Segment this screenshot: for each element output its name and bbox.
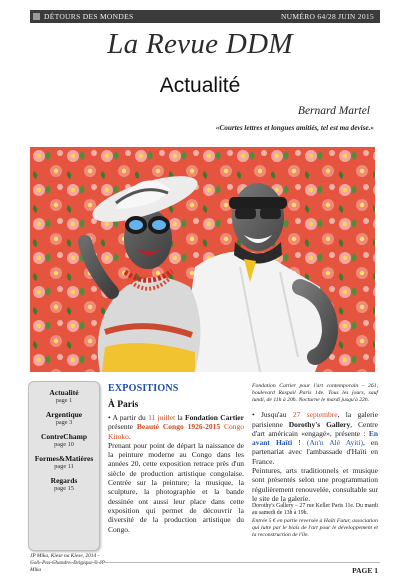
contents-item-label: Argentique	[45, 410, 83, 419]
contents-item-formes-matieres[interactable]	[29, 454, 99, 470]
footer-divider	[30, 562, 380, 563]
section-title: Actualité	[159, 74, 241, 97]
author-name: Bernard Martel	[297, 105, 370, 117]
contents-item-label: Formes&Matières	[34, 454, 94, 463]
article-column-2	[252, 383, 378, 539]
contents-item-label: ContreChamp	[40, 432, 88, 441]
contents-item-actualite[interactable]	[29, 388, 99, 404]
event-2-lead: • Jusqu'au 27 septembre, la galerie parisienne Dorothy's Gallery, Centre d'art américain «engagé», présente : En avant Haïti ! (An'n Alé Ayiti), en partenariat avec l'ambassade d'Haïti en France.	[252, 410, 378, 466]
event-1-subtitle: Congo Kitoko	[108, 422, 244, 441]
contents-item-page: page 3	[55, 419, 73, 426]
event-1-body: Prenant pour point de départ la naissance de la peinture moderne au Congo dans les années 20, cette exposition retrace près d'un siècle de production artistique congolaise. Centrée sur la peinture; la musique, la sculpture, la photographie et la bande dessinée ont aussi leur place dans cette exposition qui permet de découvrir la diversité de la production artistique du Congo.	[108, 440, 244, 534]
contents-sidebar	[28, 381, 100, 551]
event-2-body: Peintures, arts traditionnels et musique sont présentés selon une programmation régulièrement renouvelée, consultable sur le site de la galerie.	[252, 466, 378, 503]
magazine-title: La Revue DDM	[107, 28, 293, 60]
event-1-venue: Fondation Cartier	[185, 413, 244, 422]
event-1-info: Fondation Cartier pour l'art contemporain – 261, boulevard Raspail Paris 14e. Tous les jours, sauf lundi, de 11h à 20h. Nocturne le mardi jusqu'à 22h.	[252, 383, 378, 404]
page-number: PAGE 1	[352, 566, 378, 575]
artwork-photo	[30, 147, 375, 372]
event-1-exhibition: Beauté Congo 1926-2015	[136, 422, 221, 432]
contents-item-label: Regards	[50, 476, 78, 485]
contents-item-argentique[interactable]	[29, 410, 99, 426]
city-heading: À Paris	[108, 400, 139, 410]
event-2-address: Dorothy's Gallery – 27 rue Keller Paris 11e. Du mardi au samedi de 13h à 19h.	[252, 503, 378, 517]
event-2-exhibition: En avant Haïti	[252, 428, 378, 448]
event-1-lead: • A partir du 11 juillet la Fondation Cartier présente Beauté Congo 1926-2015 Congo Kitoko.	[108, 413, 244, 441]
contents-item-page: page 11	[54, 463, 74, 470]
contents-item-page: page 1	[55, 397, 73, 404]
contents-item-regards[interactable]	[29, 476, 99, 492]
logo-square-icon	[33, 13, 40, 20]
contents-item-page: page 15	[54, 485, 74, 492]
event-2-subtitle: (An'n Alé Ayiti)	[306, 438, 363, 448]
motto-quote: «Courtes lettres et longues amitiés, tel est ma devise.»	[215, 124, 374, 132]
event-2-note: Entrée 5 € en partie reversée à Haïti Futur, association qui lutte par le biais de l'art pour le développement et la reconstruction de l'île.	[252, 517, 378, 538]
contents-item-contrechamp[interactable]	[29, 432, 99, 448]
event-2-date: 27 septembre	[292, 410, 338, 420]
event-1-date: 11 juillet	[148, 413, 176, 422]
article-column-1	[108, 383, 244, 534]
contents-item-label: Actualité	[49, 388, 79, 397]
publication-name: DÉTOURS DES MONDES	[44, 12, 134, 21]
painting-illustration	[30, 147, 375, 372]
photo-caption: JP Mika, Kiese na Kiese, 2014 - Coll. Pas-Chandre. Belgique © JP Mika	[30, 553, 105, 573]
contents-item-page: page 10	[54, 441, 74, 448]
issue-number: NUMÉRO 64/28 JUIN 2015	[280, 12, 374, 21]
event-2-venue: Dorothy's Gallery	[288, 419, 351, 429]
rubric-heading: EXPOSITIONS	[108, 383, 179, 394]
issue-header-bar	[30, 10, 380, 23]
